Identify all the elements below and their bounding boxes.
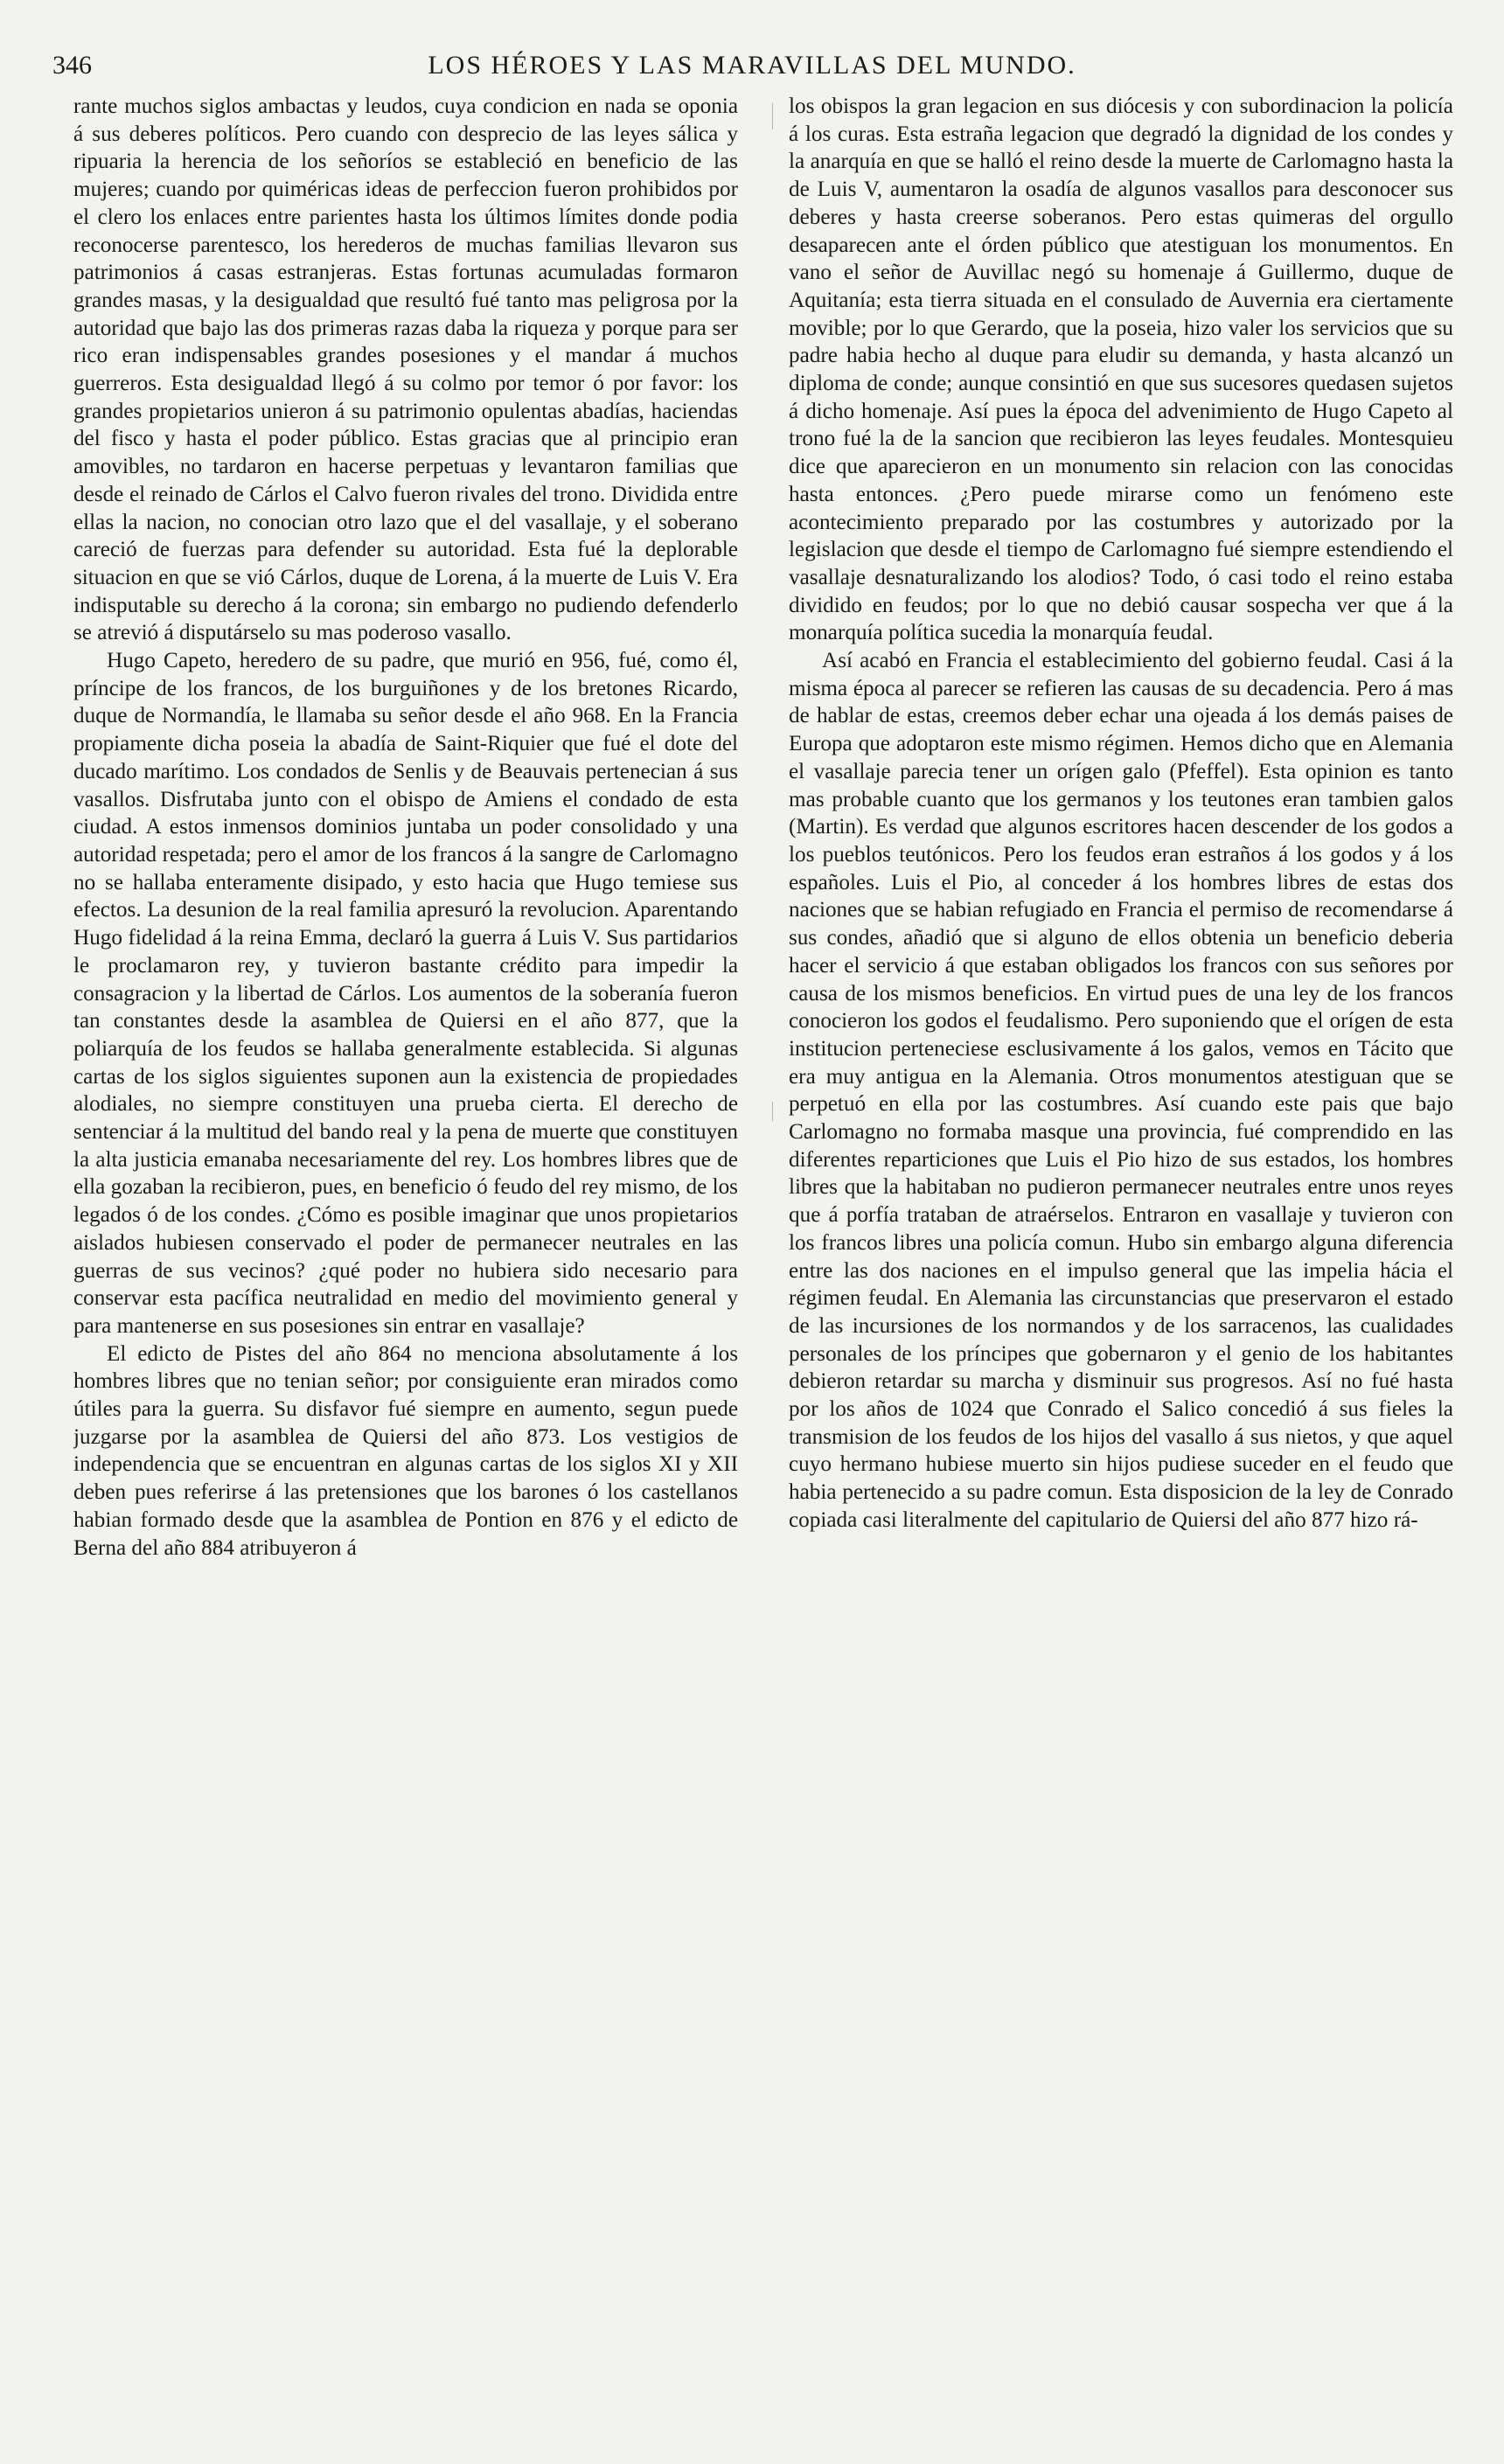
right-column	[789, 93, 1453, 2410]
column-divider	[772, 1102, 773, 1121]
paragraph: El edicto de Pistes del año 864 no menciona absolutamente á los hombres libres que no tenian señor; por consiguiente eran mirados como útiles para la guerra. Su disfavor fué siempre en aumento, segun puede juzgarse por la asamblea de Quiersi del año 873. Los vestigios de independencia que se encuentran en algunas cartas de los siglos XI y XII deben pues referirse á las pretensiones que los barones ó los castellanos habian formado desde que la asamblea de Pontion en 876 y el edicto de Berna del año 884 atribuyeron á	[73, 1341, 738, 1560]
page-header	[52, 51, 1452, 86]
page-number: 346	[52, 51, 92, 80]
column-divider	[772, 103, 773, 129]
left-column	[73, 93, 738, 2410]
running-title: LOS HÉROES Y LAS MARAVILLAS DEL MUNDO.	[428, 51, 1076, 80]
paragraph: los obispos la gran legacion en sus diócesis y con subordinacion la policía á los curas. Esta estraña legacion que degradó la dignidad de los condes y la anarquía en que se halló el reino desde la muerte de Carlomagno hasta la de Luis V, aumentaron la osadía de algunos vasallos para desconocer sus deberes y hasta creerse soberanos. Pero estas quimeras del orgullo desaparecen ante el órden público que atestiguan los monumentos. En vano el señor de Auvillac negó su homenaje á Guillermo, duque de Aquitanía; esta tierra situada en el consulado de Auvernia era ciertamente movible; por lo que Gerardo, que la poseia, hizo valer los servicios que su padre habia hecho al duque para eludir su demanda, y hasta alcanzó un diploma de conde; aunque consintió en que sus sucesores quedasen sujetos á dicho homenaje. Así pues la época del advenimiento de Hugo Capeto al trono fué la de la sancion que recibieron las leyes feudales. Montesquieu dice que aparecieron en un monumento sin relacion con las conocidas hasta entonces. ¿Pero puede mirarse como un fenómeno este acontecimiento preparado por las costumbres y autorizado por la legislacion que desde el tiempo de Carlomagno fué siempre estendiendo el vasallaje desnaturalizando los alodios? Todo, ó casi todo el reino estaba dividido en feudos; por lo que no debió causar sospecha ver que á la monarquía política sucedia la monarquía feudal.	[789, 94, 1453, 645]
paragraph: rante muchos siglos ambactas y leudos, cuya condicion en nada se oponia á sus deberes políticos. Pero cuando con desprecio de las leyes sálica y ripuaria la herencia de los señoríos se estableció en beneficio de las mujeres; cuando por quiméricas ideas de perfeccion fueron prohibidos por el clero los enlaces entre parientes hasta los últimos límites donde podia reconocerse parentesco, los herederos de muchas familias llevaron sus patrimonios á casas estranjeras. Estas fortunas acumuladas formaron grandes masas, y la desigualdad que resultó fué tanto mas peligrosa por la autoridad que bajo las dos primeras razas daba la riqueza y porque para ser rico eran indispensables grandes posesiones y el mandar á muchos guerreros. Esta desigualdad llegó á su colmo por temor ó por favor: los grandes propietarios unieron á su patrimonio opulentas abadías, haciendas del fisco y hasta el poder público. Estas gracias que al principio eran amovibles, no tardaron en hacerse perpetuas y levantaron familias que desde el reinado de Cárlos el Calvo fueron rivales del trono. Dividida entre ellas la nacion, no conocian otro lazo que el del vasallaje, y el soberano careció de fuerzas para defender su autoridad. Esta fué la deplorable situacion en que se vió Cárlos, duque de Lorena, á la muerte de Luis V. Era indisputable su derecho á la corona; sin embargo no pudiendo defenderlo se atrevió á disputárselo su mas poderoso vasallo.	[73, 94, 738, 645]
paragraph: Hugo Capeto, heredero de su padre, que murió en 956, fué, como él, príncipe de los francos, de los burguiñones y de los bretones Ricardo, duque de Normandía, le llamaba su señor desde el año 968. En la Francia propiamente dicha poseia la abadía de Saint-Riquier que fué el dote del ducado marítimo. Los condados de Senlis y de Beauvais pertenecian á sus vasallos. Disfrutaba junto con el obispo de Amiens el condado de esta ciudad. A estos inmensos dominios juntaba un poder consolidado y una autoridad respetada; pero el amor de los francos á la sangre de Carlomagno no se hallaba enteramente disipado, y esto hacia que Hugo temiese sus efectos. La desunion de la real familia apresuró la revolucion. Aparentando Hugo fidelidad á la reina Emma, declaró la guerra á Luis V. Sus partidarios le proclamaron rey, y tuvieron bastante crédito para impedir la consagracion y la libertad de Cárlos. Los aumentos de la soberanía fueron tan constantes desde la asamblea de Quiersi en el año 877, que la poliarquía de los feudos se hallaba generalmente establecida. Si algunas cartas de los siglos siguientes suponen aun la existencia de propiedades alodiales, no siempre constituyen una prueba cierta. El derecho de sentenciar á la multitud del bando real y la pena de muerte que constituyen la alta justicia emanaba necesariamente del rey. Los hombres libres que de ella gozaban la recibieron, pues, en beneficio ó feudo del rey mismo, de los legados ó de los condes. ¿Cómo es posible imaginar que unos propietarios aislados hubiesen conservado el poder de permanecer neutrales en las guerras de sus vecinos? ¿qué poder no hubiera sido necesario para conservar esta pacífica neutralidad en medio del movimiento general y para mantenerse en sus posesiones sin entrar en vasallaje?	[73, 649, 738, 1338]
paragraph: Así acabó en Francia el establecimiento del gobierno feudal. Casi á la misma época al parecer se refieren las causas de su decadencia. Pero á mas de hablar de estas, creemos deber echar una ojeada á los demás paises de Europa que adoptaron este mismo régimen. Hemos dicho que en Alemania el vasallaje parecia tener un orígen galo (Pfeffel). Esta opinion es tanto mas probable cuanto que los germanos y los teutones eran tambien galos (Martin). Es verdad que algunos escritores hacen descender de los godos a los pueblos teutónicos. Pero los feudos eran estraños á los godos y á los españoles. Luis el Pio, al conceder á los hombres libres de estas dos naciones que se habian refugiado en Francia el permiso de recomendarse á sus condes, añadió que si alguno de ellos obtenia un beneficio deberia hacer el servicio á que estaban obligados los francos con sus señores por causa de los mismos beneficios. En virtud pues de una ley de los francos conocieron los godos el feudalismo. Pero suponiendo que el orígen de esta institucion perteneciese esclusivamente á los galos, vemos en Tácito que era muy antigua en la Alemania. Otros monumentos atestiguan que se perpetuó en ella por las costumbres. Así cuando este pais que bajo Carlomagno no formaba masque una provincia, fué comprendido en las diferentes reparticiones que Luis el Pio hizo de sus estados, los hombres libres que la habitaban no pudieron permanecer neutrales entre unos reyes que á porfía trataban de atraérselos. Entraron en vasallaje y tuvieron con los francos libres una policía comun. Hubo sin embargo alguna diferencia entre las dos naciones en el impulso general que las impelia hácia el régimen feudal. En Alemania las circunstancias que preservaron el estado de las incursiones de los normandos y de los sarracenos, las cualidades personales de los príncipes que gobernaron y el genio de los habitantes debieron retardar su marcha y disminuir sus progresos. Así no fué hasta por los años de 1024 que Conrado el Salico concedió á sus fieles la transmision de los feudos de los hijos del vasallo á sus nietos, y que aquel cuyo hermano hubiese muerto sin hijos pudiese suceder en el feudo que habia pertenecido a su padre comun. Esta disposicion de la ley de Conrado copiada casi literalmente del capitulario de Quiersi del año 877 hizo rá-	[789, 649, 1453, 1532]
